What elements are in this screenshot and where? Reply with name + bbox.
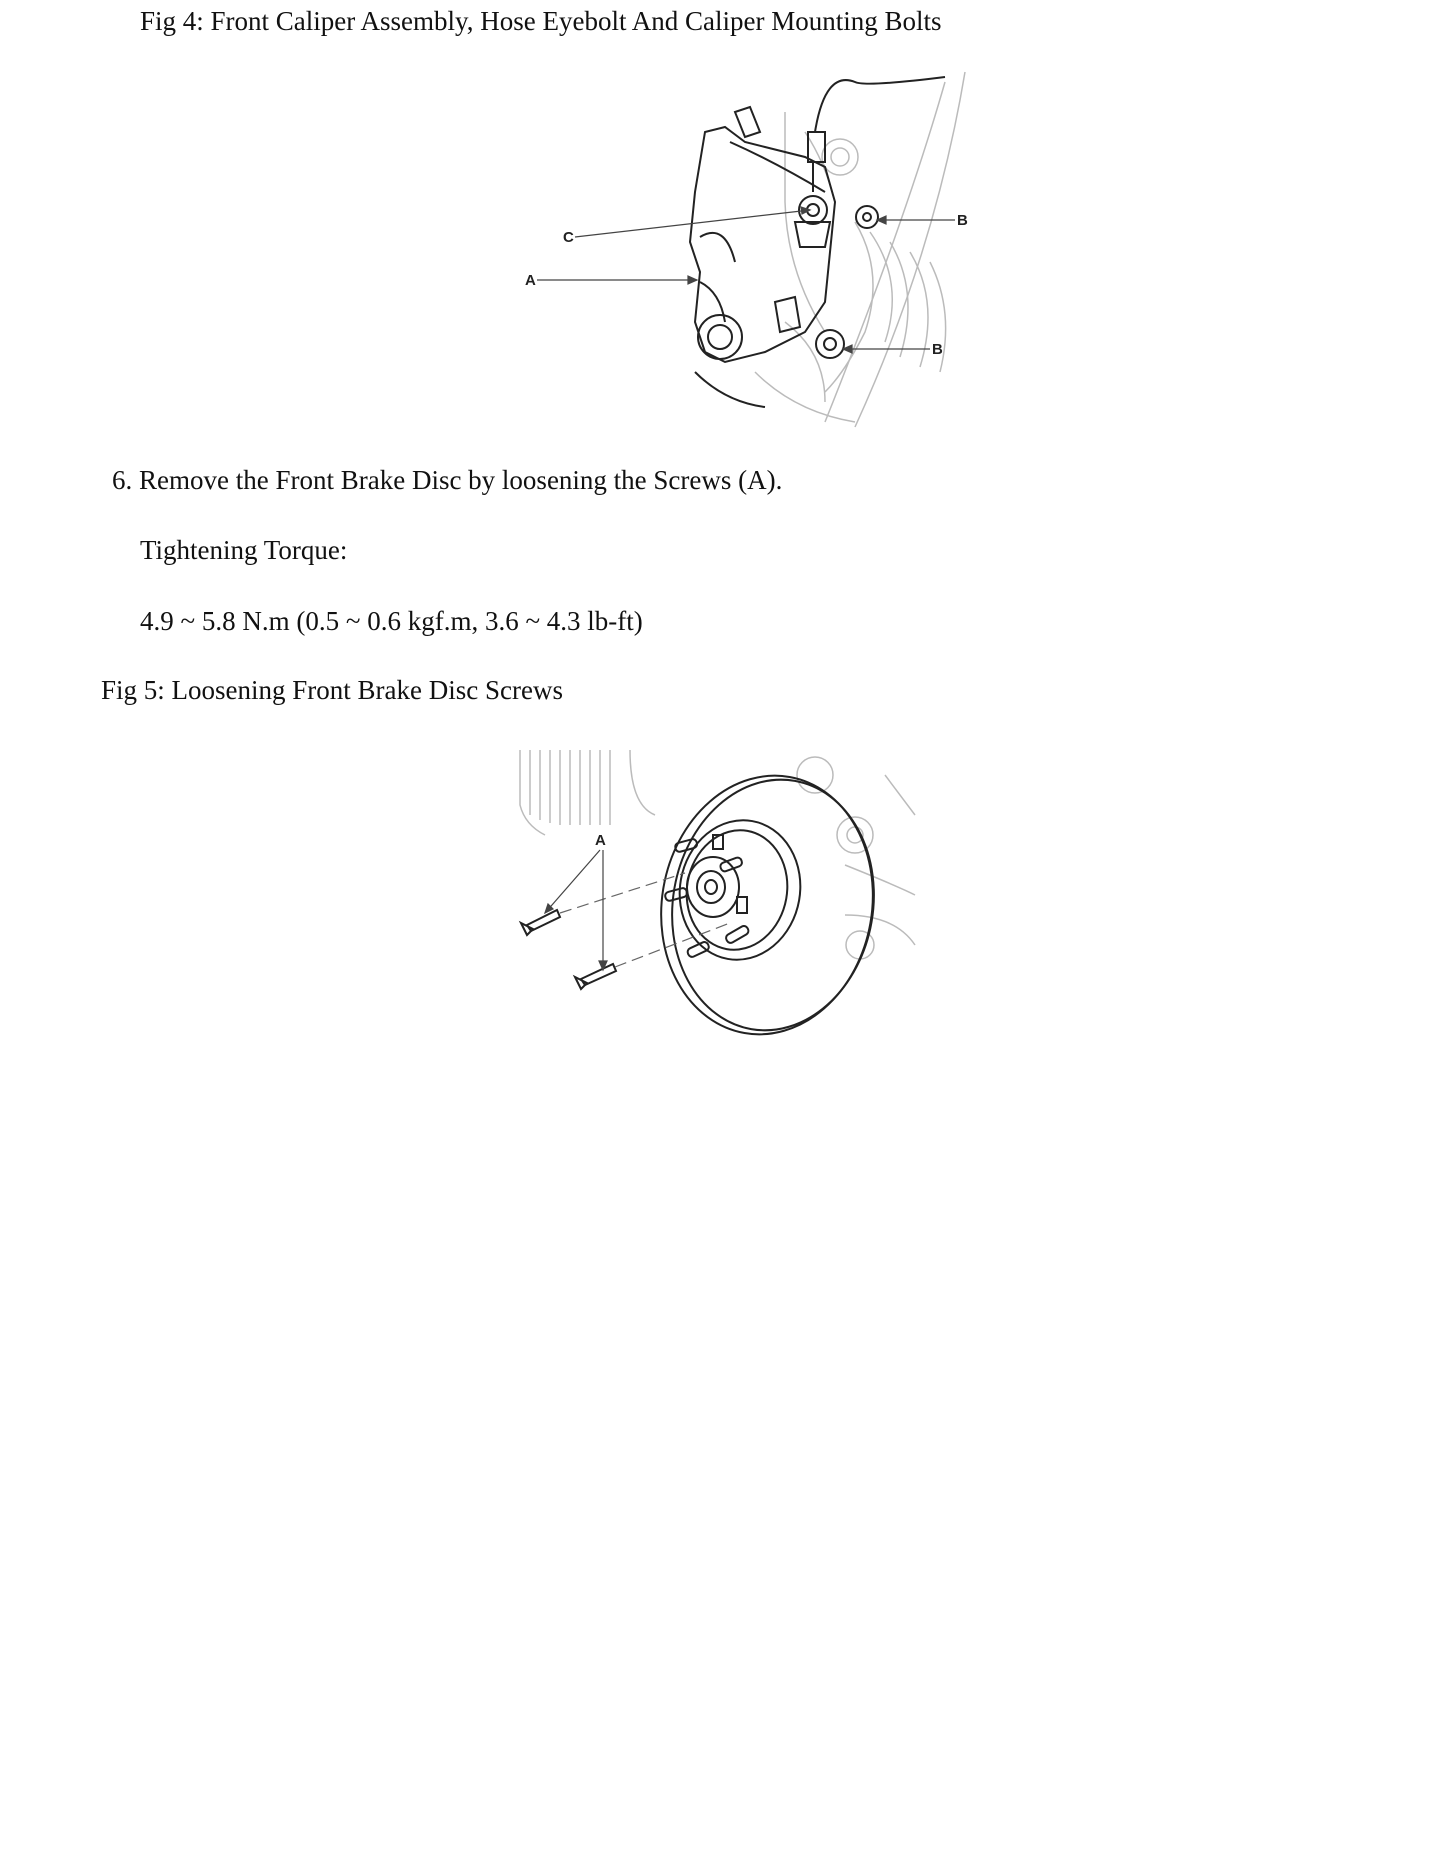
callout-c: C [563, 229, 574, 246]
caliper-assembly-illustration [525, 72, 968, 427]
callout-a: A [595, 832, 606, 849]
tightening-torque-value: 4.9 ~ 5.8 N.m (0.5 ~ 0.6 kgf.m, 3.6 ~ 4.3 lb-ft) [140, 606, 643, 636]
callout-a: A [525, 272, 536, 289]
fig5-caption: Fig 5: Loosening Front Brake Disc Screws [101, 675, 563, 705]
callout-b-lower: B [932, 341, 943, 358]
fig4-caption: Fig 4: Front Caliper Assembly, Hose Eyebolt And Caliper Mounting Bolts [140, 6, 942, 36]
tightening-torque-label: Tightening Torque: [140, 535, 348, 565]
callout-b-upper: B [957, 212, 968, 229]
step-6-instruction: 6. Remove the Front Brake Disc by loosening the Screws (A). [112, 465, 783, 495]
brake-disc-illustration [515, 745, 935, 1040]
